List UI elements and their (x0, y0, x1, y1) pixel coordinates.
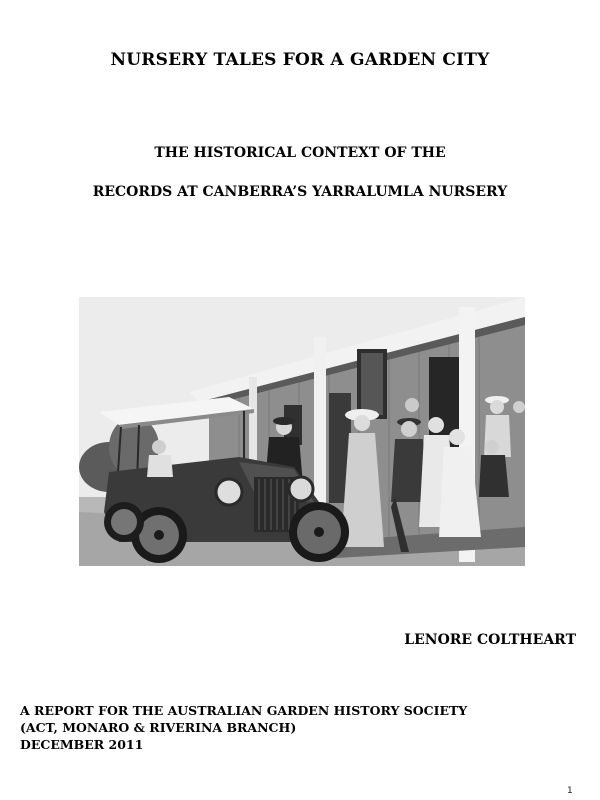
historical-photograph (79, 297, 525, 566)
document-title: NURSERY TALES FOR A GARDEN CITY (110, 50, 490, 70)
report-date: DECEMBER 2011 (20, 737, 144, 752)
report-info (20, 702, 467, 753)
subtitle-line-2: RECORDS AT CANBERRA’S YARRALUMLA NURSERY (92, 184, 508, 200)
page-number: 1 (567, 786, 573, 796)
subtitle-line-1: THE HISTORICAL CONTEXT OF THE (154, 145, 446, 161)
photo-illustration (79, 297, 525, 566)
report-line-1: A REPORT FOR THE AUSTRALIAN GARDEN HISTORY SOCIETY (20, 703, 468, 718)
author-name: LENORE COLTHEART (404, 632, 576, 648)
report-line-2: (ACT, MONARO & RIVERINA BRANCH) (20, 720, 297, 735)
